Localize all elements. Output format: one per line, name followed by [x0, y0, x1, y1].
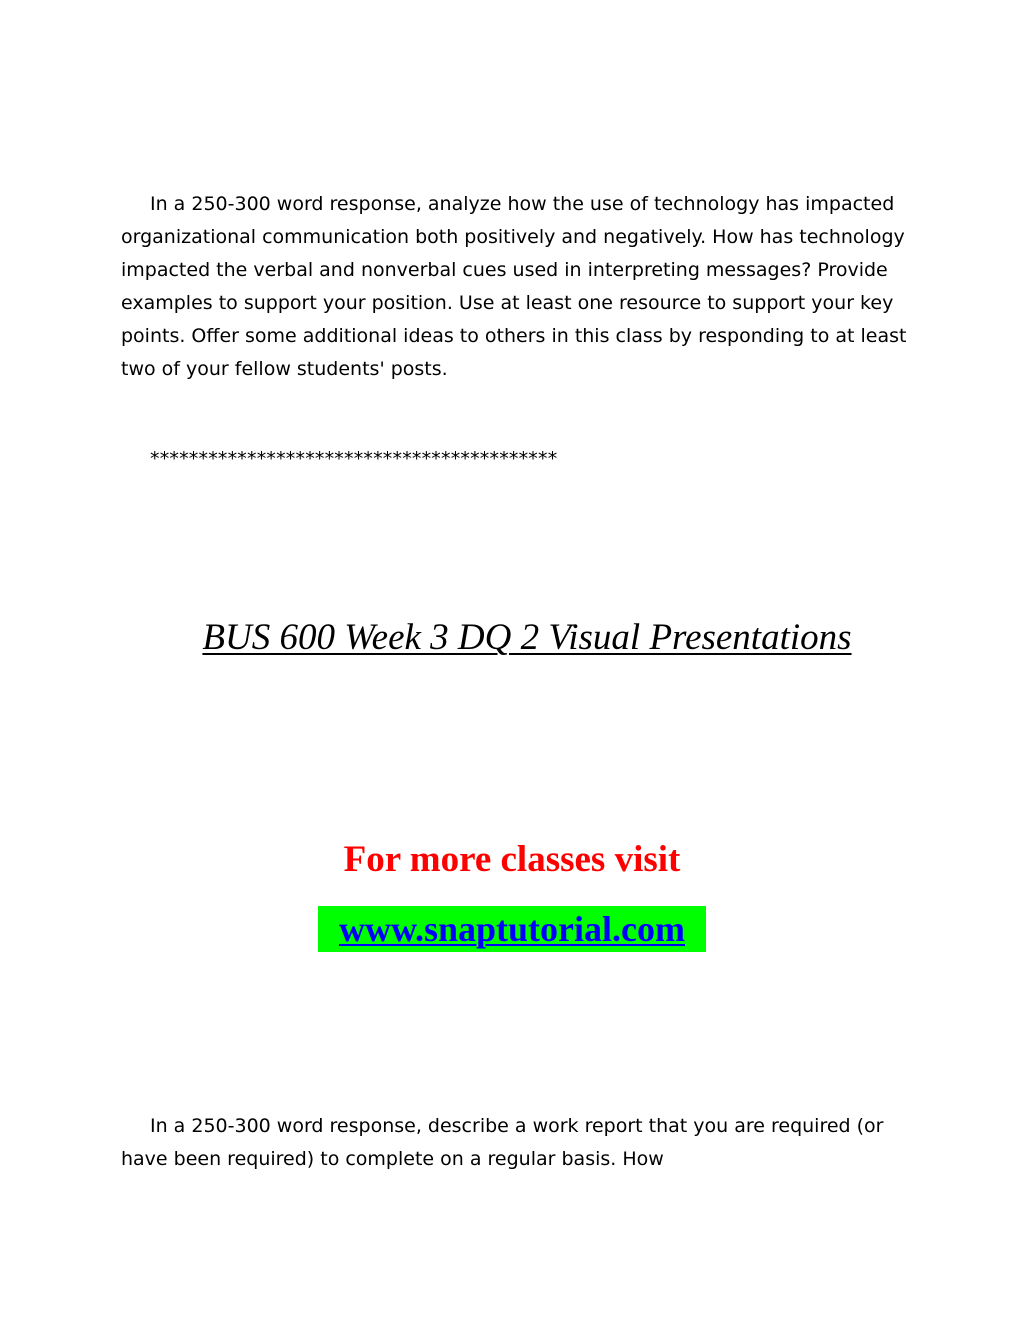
- section-title: BUS 600 Week 3 DQ 2 Visual Presentations: [202, 617, 852, 658]
- asterisk-separator: ******************************************: [150, 448, 558, 470]
- promo-link[interactable]: www.snaptutorial.com: [338, 909, 685, 949]
- promo-link-highlight: [318, 906, 706, 952]
- intro-paragraph: In a 250-300 word response, analyze how the use of technology has impacted organizational communication both positively and negatively. How has technology impacted the verbal and nonverbal cues used in interpreting messages? Provide examples to support your position. Use at least one resource to support your key points. Offer some additional ideas to others in this class by responding to at least two of your fellow students' posts.: [121, 193, 907, 380]
- promo-text: For more classes visit: [343, 839, 681, 880]
- second-paragraph: In a 250-300 word response, describe a work report that you are required (or have been required) to complete on a regular basis. How: [121, 1115, 884, 1170]
